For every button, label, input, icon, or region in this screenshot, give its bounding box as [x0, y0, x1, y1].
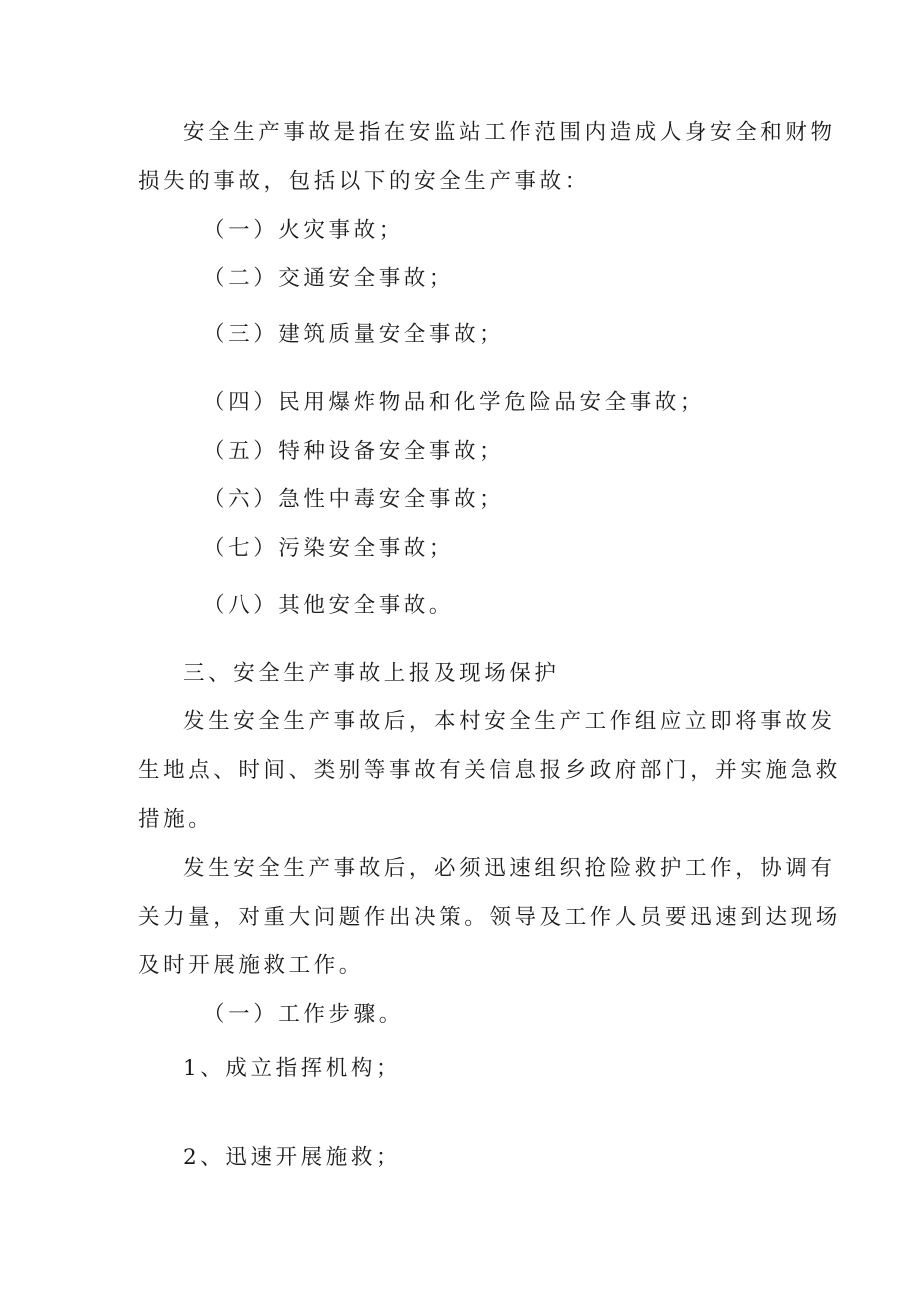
accident-type-3: （三）建筑质量安全事故； [203, 322, 505, 347]
accident-type-8: （八）其他安全事故。 [203, 593, 455, 618]
para1-line-2: 生地点、时间、类别等事故有关信息报乡政府部门，并实施急救 [138, 758, 841, 783]
accident-type-6: （六）急性中毒安全事故； [203, 487, 505, 512]
para1-line-3: 措施。 [138, 807, 214, 832]
accident-type-5: （五）特种设备安全事故； [203, 439, 505, 464]
step-2: 2、迅速开展施救； [183, 1145, 402, 1170]
step-1: 1、成立指挥机构； [183, 1056, 402, 1081]
para2-line-1: 发生安全生产事故后，必须迅速组织抢险救护工作，协调有 [183, 856, 836, 881]
para2-line-3: 及时开展施救工作。 [138, 953, 364, 978]
accident-type-2: （二）交通安全事故； [203, 266, 455, 291]
intro-line-1: 安全生产事故是指在安监站工作范围内造成人身安全和财物 [183, 120, 836, 145]
accident-type-7: （七）污染安全事故； [203, 536, 455, 561]
subheading: （一）工作步骤。 [203, 1002, 404, 1027]
para2-line-2: 关力量，对重大问题作出决策。领导及工作人员要迅速到达现场 [138, 905, 841, 930]
para1-line-1: 发生安全生产事故后，本村安全生产工作组应立即将事故发 [183, 709, 836, 734]
accident-type-4: （四）民用爆炸物品和化学危险品安全事故； [203, 390, 706, 415]
accident-type-1: （一）火灾事故； [203, 218, 404, 243]
intro-line-2: 损失的事故，包括以下的安全生产事故： [138, 169, 590, 194]
section-heading: 三、安全生产事故上报及现场保护 [183, 661, 560, 686]
